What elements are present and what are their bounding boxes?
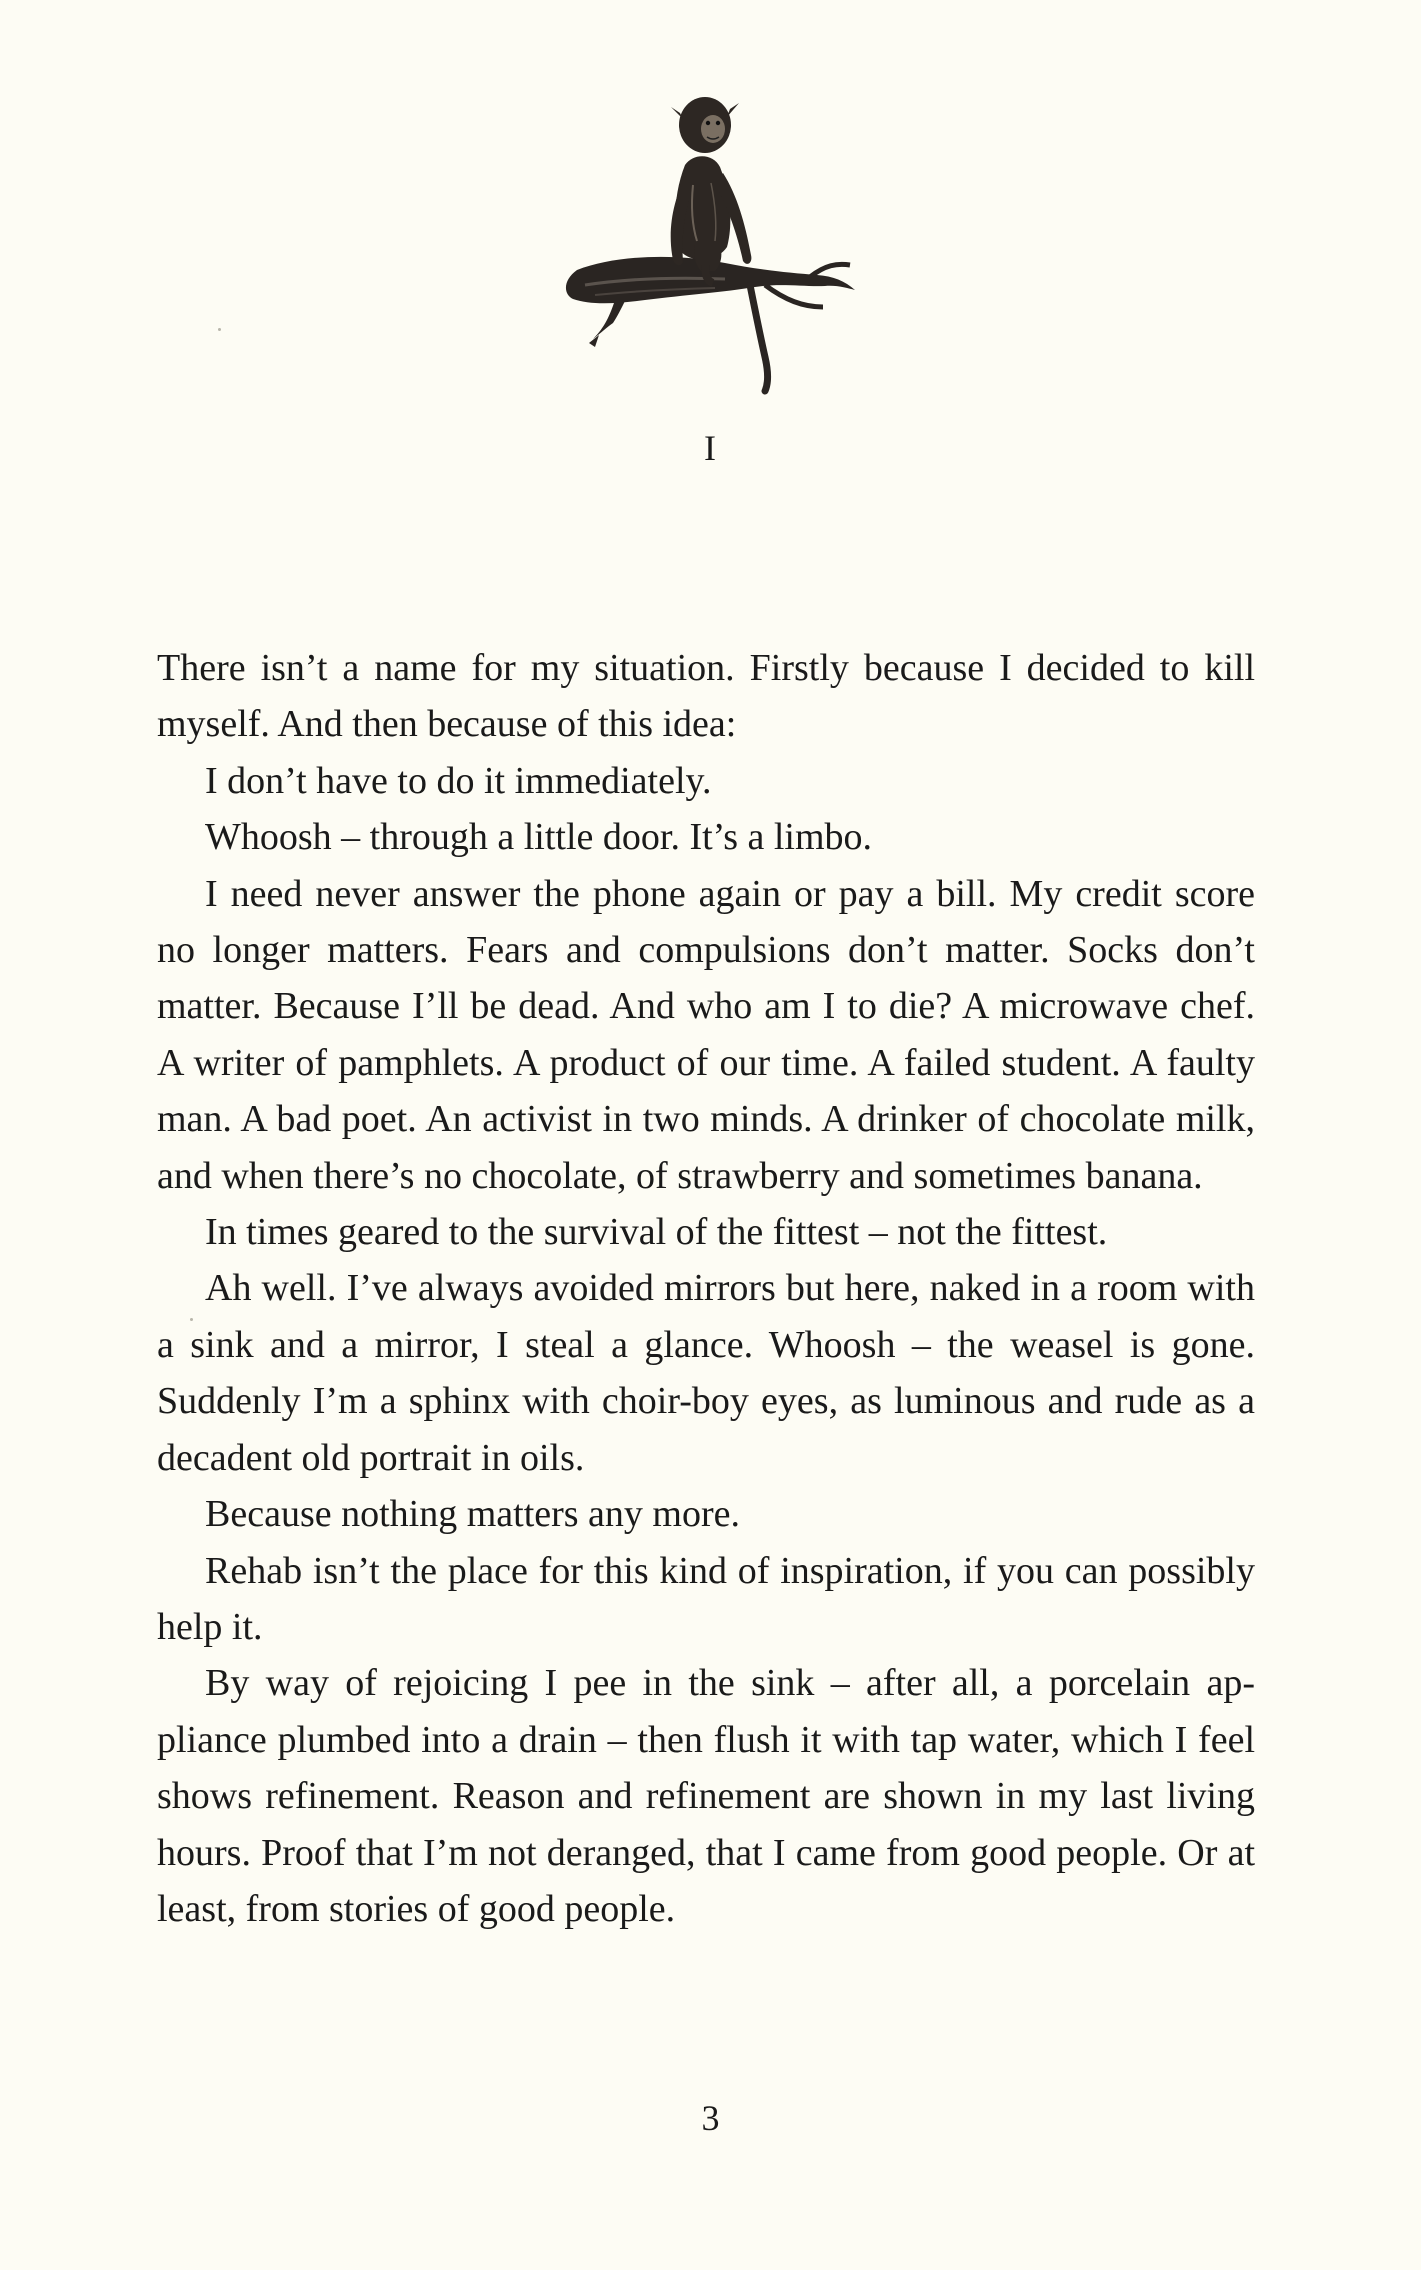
paragraph: Ah well. I’ve always avoided mirrors but here, naked in a room with a sink and a mirror, I steal a glance. Whoosh – the weasel is gone. Suddenly I’m a sphinx with choir-boy eyes, as luminous and rude as a decadent old portrait in oils. (157, 1267, 1255, 1479)
paragraph: Rehab isn’t the place for this kind of inspiration, if you can possibly help it. (157, 1549, 1255, 1648)
paper-speck (218, 328, 221, 331)
page-number: 3 (701, 2098, 720, 2138)
chapter-number: I (704, 428, 717, 468)
monkey-on-branch-illustration (555, 95, 875, 405)
paragraph: There isn’t a name for my situation. Firstly because I decided to kill myself. And then because of this idea: (157, 647, 1255, 746)
paragraph: I need never answer the phone again or pay a bill. My credit score no longer matters. Fears and compulsions don’t matter. Socks don’t matter. Because I’ll be dead. And who am I to die? A microwave chef. A writer of pamphlets. A product of our time. A failed student. A faulty man. A bad poet. An activist in two minds. A drinker of chocolate milk, and when there’s no chocolate, of strawberry and sometimes banana. (157, 872, 1255, 1197)
paragraph: I don’t have to do it immediately. (205, 759, 712, 802)
paragraph: In times geared to the survival of the fittest – not the fittest. (205, 1211, 1108, 1254)
paragraph: By way of rejoicing I pee in the sink – after all, a porcelain appliance plumbed into a drain – then flush it with tap water, which I feel shows refinement. Reason and refinement are shown in my last living hours. Proof that I’m not deranged, that I came from good people. Or at least, from stories of good people. (157, 1662, 1255, 1930)
paragraph: Because nothing matters any more. (205, 1493, 741, 1536)
paragraph: Whoosh – through a little door. It’s a limbo. (205, 816, 873, 859)
body-text (157, 640, 1255, 1937)
